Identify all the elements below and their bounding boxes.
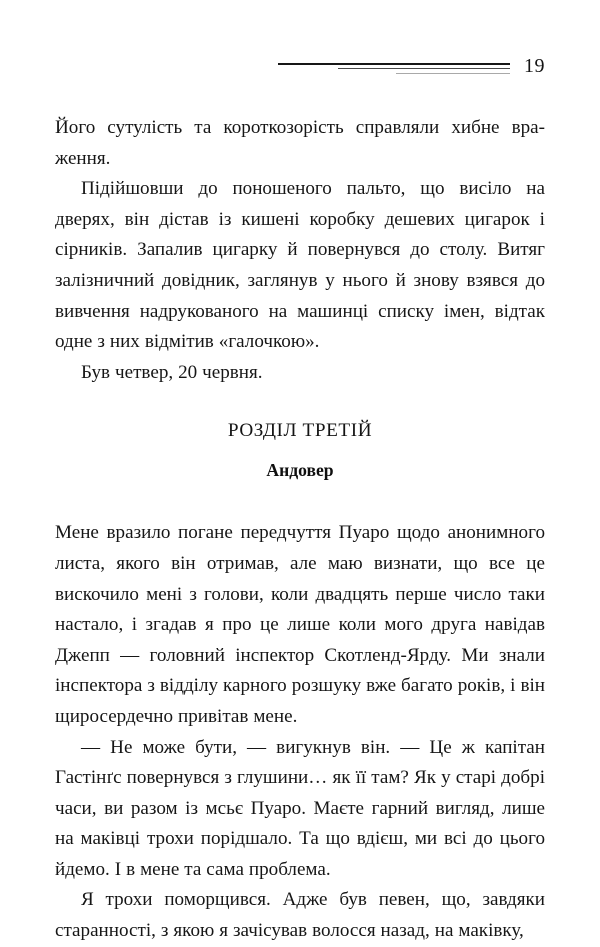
- chapter-subtitle: Андовер: [266, 460, 334, 481]
- ornament-rule-top: [278, 63, 510, 65]
- paragraph: Я трохи поморщився. Адже був певен, що, завдяки старанності, з якою я зачісував волосся назад, на маківку,: [55, 889, 545, 942]
- paragraph: Підійшовши до поношеного пальто, що висіло на дверях, він дістав із кишені коробку дешевих цигарок і сірників. Запалив цигарку й повернувся до столу. Витяг залізничний довідник, заглянув у нього й знову взявся до вивчення надрукованого на машинці списку імен, відтак одне з них відмітив «галочкою».: [55, 178, 545, 353]
- chapter-spacer: [55, 482, 545, 518]
- text-block: [55, 113, 545, 947]
- paragraph: — Не може бути, — вигукнув він. — Це ж капітан Гастінґс повернувся з глушини… як її там? Як у старі добрі часи, ви разом із мсьє Пуаро. Маєте гарний вигляд, лише на маківці трохи порідшало. Та що вдієш, ми всі до цього йдемо. І в мене та сама проблема.: [55, 736, 545, 880]
- ornament-rule-bottom: [396, 73, 510, 74]
- chapter-heading: [55, 418, 545, 482]
- rule-ornament-icon: [278, 63, 510, 87]
- running-head: [55, 56, 545, 92]
- chapter-title: РОЗДІЛ ТРЕТІЙ: [227, 420, 373, 442]
- paragraph: Його сутулість та короткозорість справляли хибне враження.: [55, 117, 545, 169]
- ornament-rule-middle: [338, 68, 510, 69]
- paragraph: Був четвер, 20 червня.: [81, 361, 263, 383]
- page-number: 19: [524, 55, 545, 77]
- paragraph: Мене вразило погане передчуття Пуаро щодо анонимного листа, якого він отримав, але маю визнати, що все це вискочило мені з голови, коли двадцять перше число таки настало, і згадав я про це лише коли мого друга навідав Джепп — головний інспектор Скотленд-Ярду. Ми знали інспектора з відділу карного розшуку вже багато років, і він щиросердечно привітав мене.: [55, 522, 545, 727]
